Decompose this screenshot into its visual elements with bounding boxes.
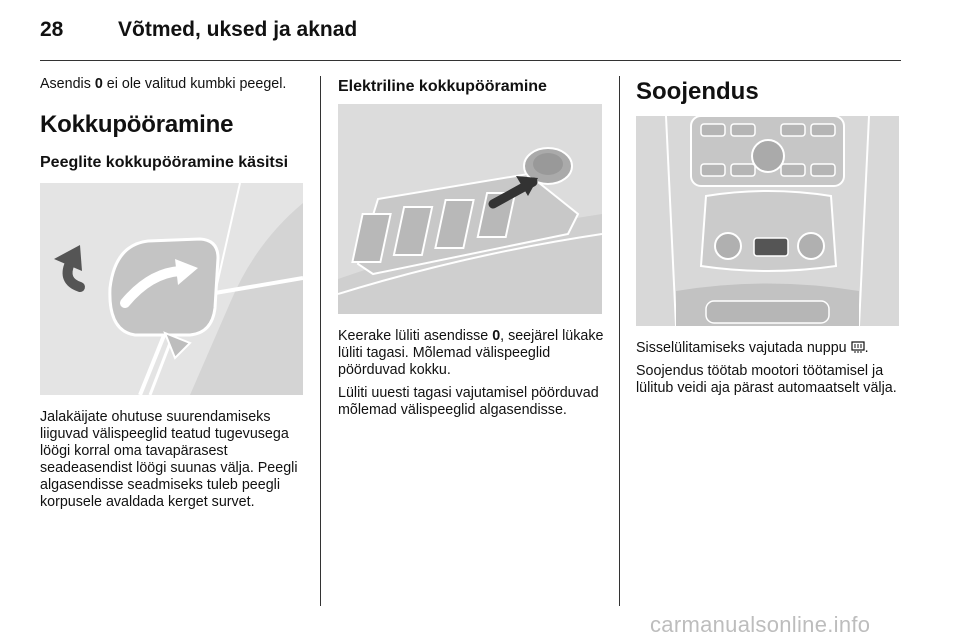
page-number: 28	[40, 18, 64, 41]
column-divider-1	[320, 76, 321, 606]
center-console-illustration	[636, 116, 899, 326]
door-switch-panel-illustration	[338, 104, 602, 314]
mirror-manual-fold-illustration	[40, 183, 303, 395]
paragraph-heater-auto-off: Soojendus töötab mootori töötamisel ja lülitub veidi aja pärast automaatselt välja.	[636, 363, 897, 396]
chapter-title: Võtmed, uksed ja aknad	[118, 18, 358, 41]
section-heading-electric-folding: Elektriline kokkupööramine	[338, 78, 547, 95]
column-2	[338, 76, 604, 425]
column-3	[636, 76, 904, 403]
paragraph-heater-button: Sisselülitamiseks vajutada nuppu .	[636, 340, 869, 356]
intro-text: Asendis 0 ei ole valitud kumbki peegel.	[40, 76, 287, 92]
paragraph-pedestrian-safety: Jalakäijate ohutuse suurendamiseks liiguvad välispeeglid teatud tugevusega löögi korral oma tavapärasest seadeasendist löögi suunas välja. Peegli algasendisse seadmiseks tuleb peegli korpusele avaldada kerget survet.	[40, 409, 298, 510]
watermark: carmanualsonline.info	[650, 612, 871, 637]
column-divider-2	[619, 76, 620, 606]
paragraph-switch-fold: Keerake lüliti asendisse 0, seejärel lükake lüliti tagasi. Mõlemad välispeeglid pöörduvad kokku.	[338, 328, 604, 378]
section-heading-folding: Kokkupööramine	[40, 111, 234, 138]
paragraph-switch-unfold: Lüliti uuesti tagasi vajutamisel pöörduvad mõlemad välispeeglid algasendisse.	[338, 385, 599, 418]
page-header	[40, 18, 357, 42]
heated-mirror-icon	[851, 341, 865, 354]
subheading-manual-folding: Peeglite kokkupööramine käsitsi	[40, 154, 289, 171]
column-1	[40, 76, 305, 517]
header-divider	[40, 60, 901, 61]
section-heading-heating: Soojendus	[636, 78, 759, 105]
